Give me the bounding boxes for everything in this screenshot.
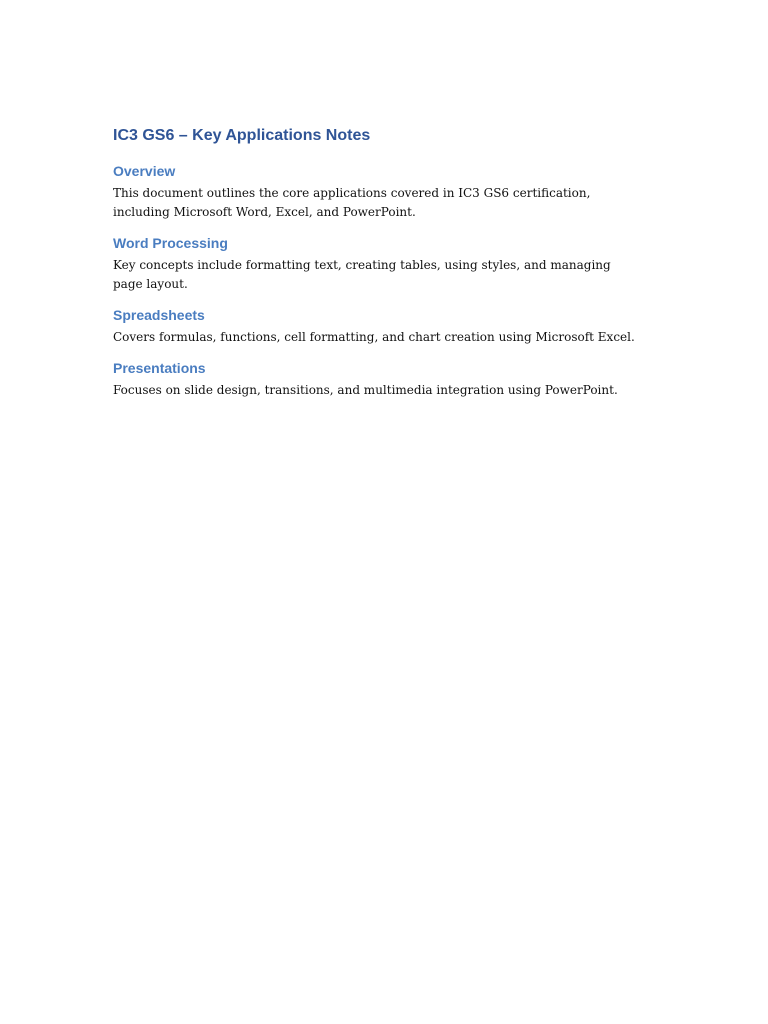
section-heading: Spreadsheets <box>113 307 205 323</box>
section-spreadsheets <box>113 304 638 347</box>
section-body: Key concepts include formatting text, creating tables, using styles, and managing page layout. <box>113 258 611 291</box>
section-body: Covers formulas, functions, cell formatting, and chart creation using Microsoft Excel. <box>113 330 635 344</box>
section-word-processing <box>113 232 638 294</box>
section-overview <box>113 160 638 222</box>
document-title: IC3 GS6 – Key Applications Notes <box>113 127 371 144</box>
section-body: Focuses on slide design, transitions, and multimedia integration using PowerPoint. <box>113 383 618 397</box>
section-body: This document outlines the core applications covered in IC3 GS6 certification, including Microsoft Word, Excel, and PowerPoint. <box>113 186 591 219</box>
section-heading: Presentations <box>113 360 206 376</box>
section-heading: Word Processing <box>113 235 228 251</box>
section-presentations <box>113 357 638 400</box>
section-heading: Overview <box>113 163 176 179</box>
